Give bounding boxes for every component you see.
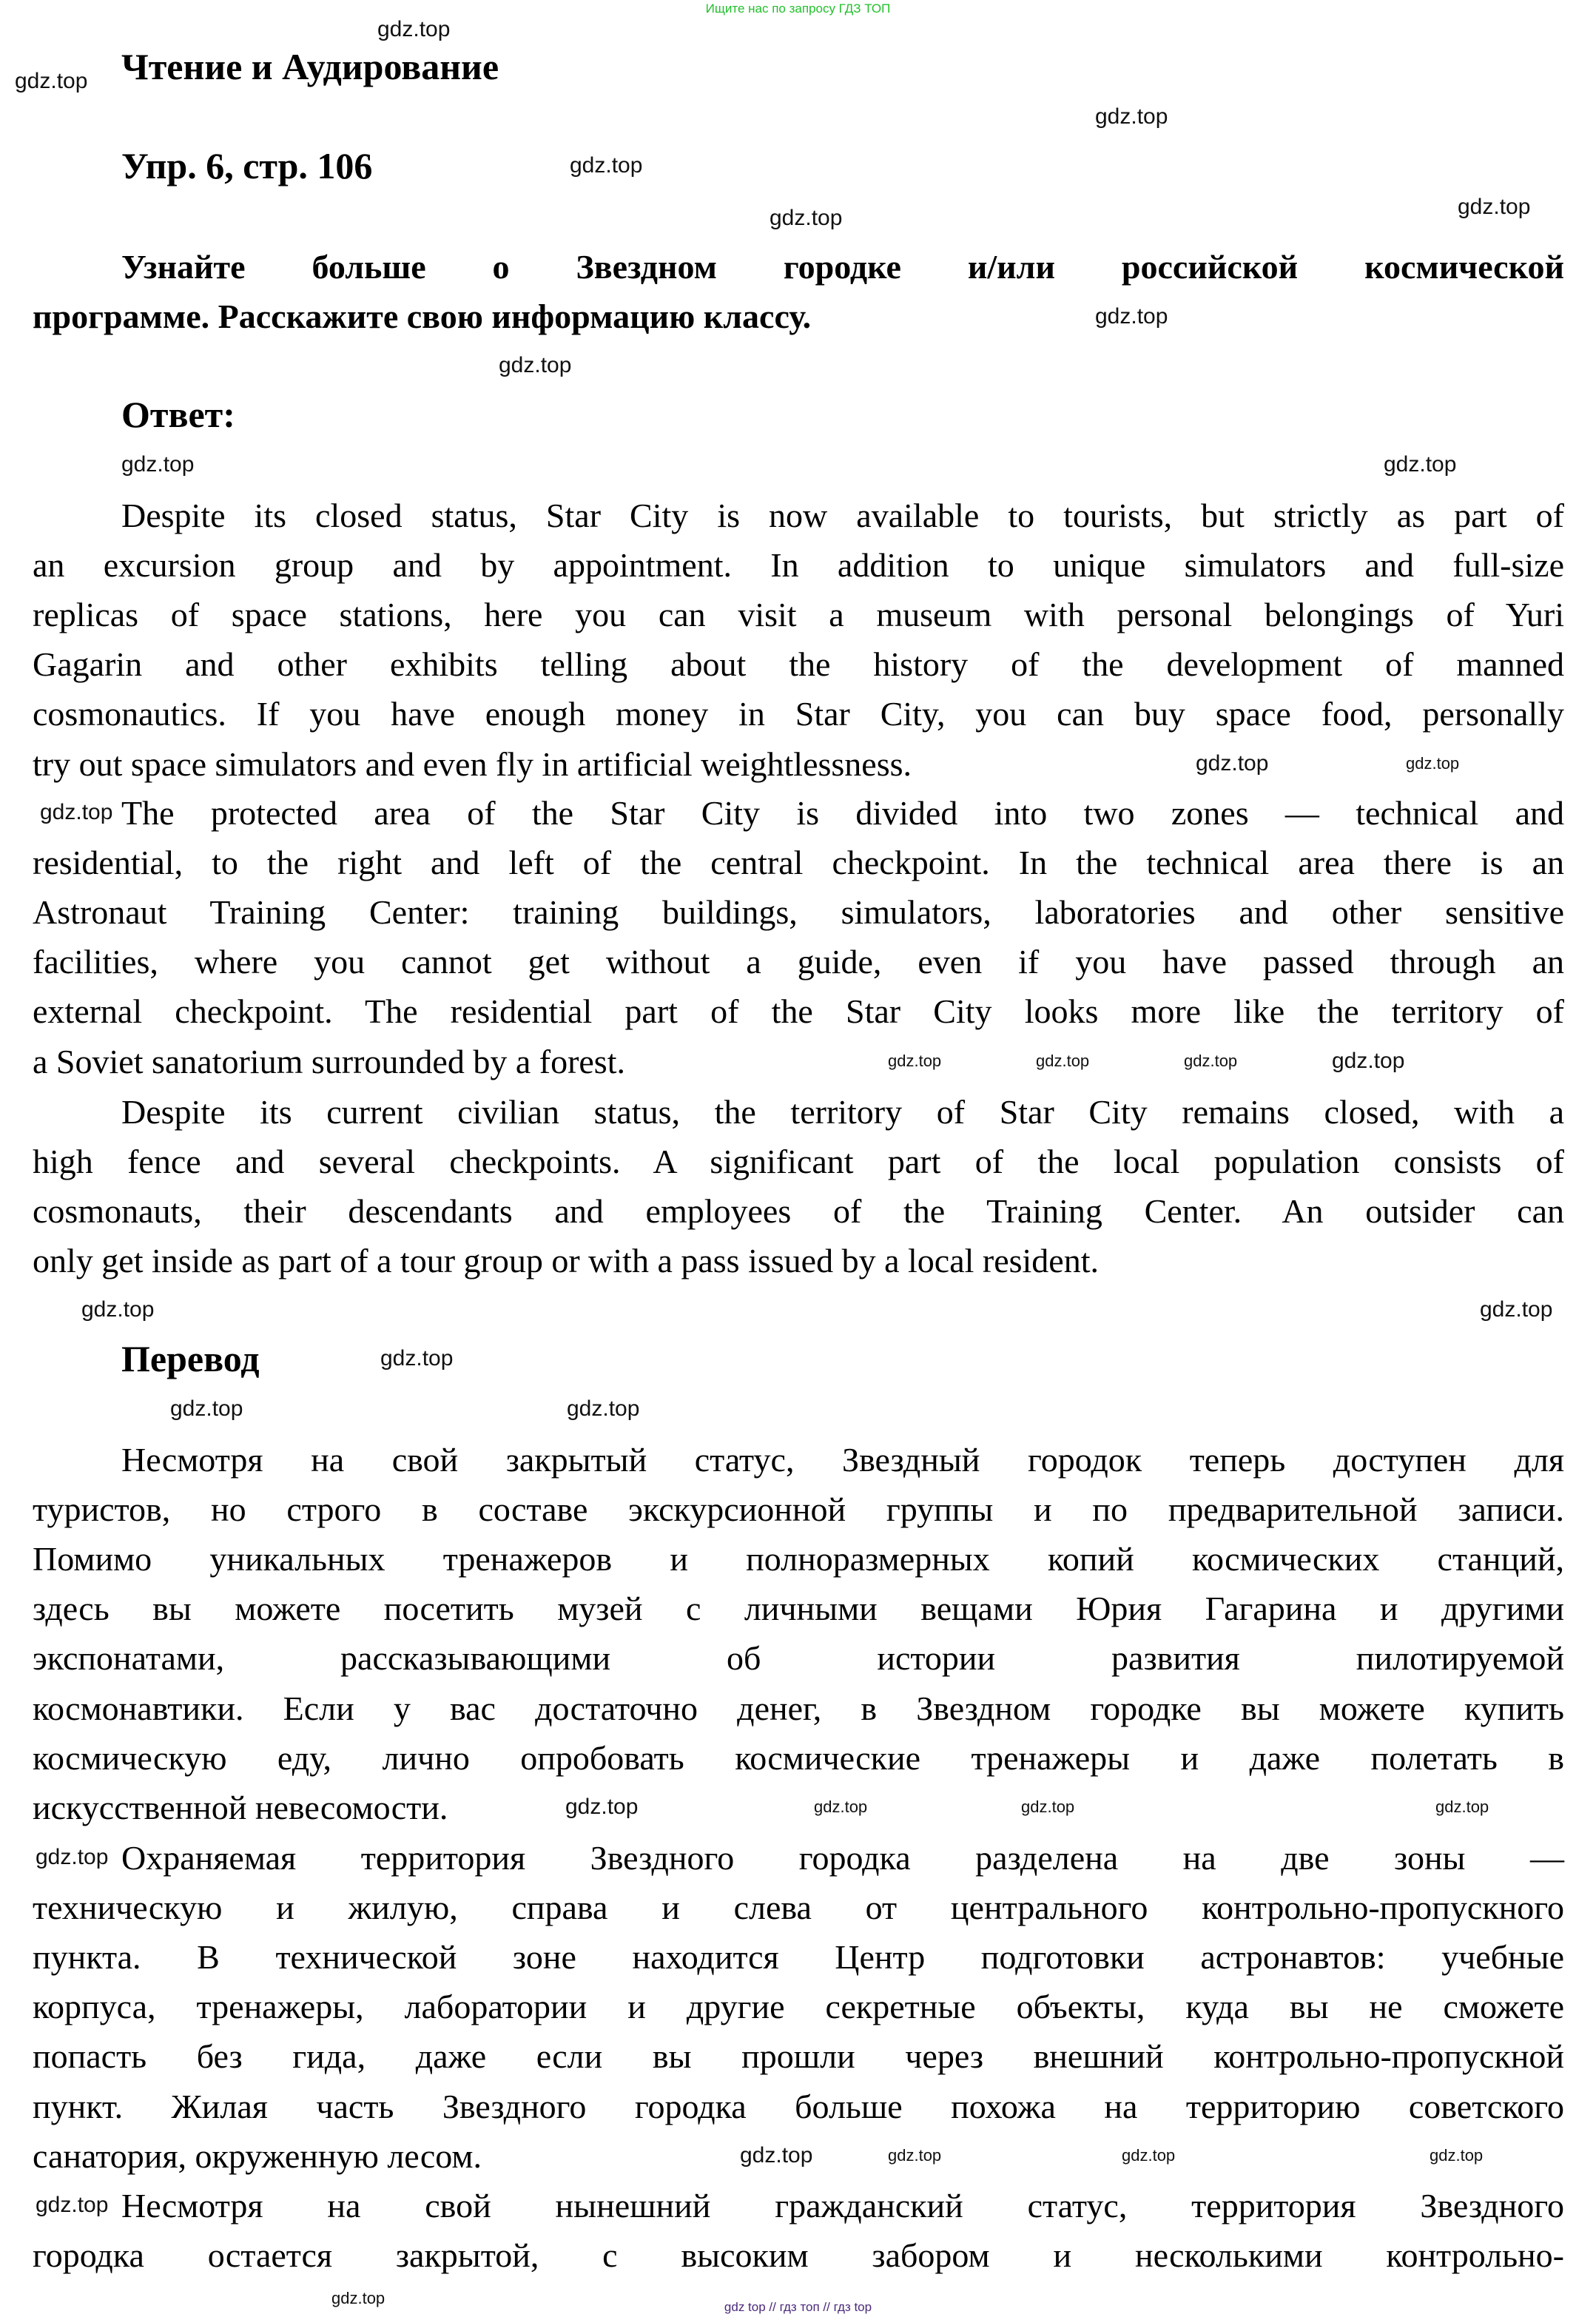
- watermark: gdz.top: [1122, 2146, 1176, 2165]
- watermark: gdz.top: [1021, 1798, 1075, 1816]
- watermark: gdz.top: [81, 1297, 155, 1322]
- answer-line: replicas of space stations, here you can visit a museum with personal belongings of Yuri: [33, 596, 1564, 633]
- watermark: gdz.top: [770, 206, 843, 230]
- answer-line: Despite its closed status, Star City is now available to tourists, but strictly as part of: [121, 497, 1564, 534]
- answer-line: only get inside as part of a tour group or with a pass issued by a local resident.: [33, 1242, 1100, 1279]
- watermark: gdz.top: [1406, 754, 1460, 773]
- translation-line: Помимо уникальных тренажеров и полноразмерных копий космических станций,: [33, 1540, 1564, 1578]
- watermark: gdz.top: [36, 1845, 109, 1869]
- watermark: gdz.top: [1184, 1052, 1238, 1070]
- watermark: gdz.top: [888, 1052, 942, 1070]
- answer-line: facilities, where you cannot get without a guide, even if you have passed through an: [33, 943, 1564, 981]
- translation-line: попасть без гида, даже если вы прошли через внешний контрольно-пропускной: [33, 2037, 1564, 2075]
- translation-line: космическую еду, лично опробовать космические тренажеры и даже полетать в: [33, 1739, 1564, 1777]
- translation-line: Несмотря на свой закрытый статус, Звездный городок теперь доступен для: [121, 1441, 1565, 1479]
- answer-line: residential, to the right and left of the central checkpoint. In the technical area there is an: [33, 844, 1564, 881]
- translation-line: пункт. Жилая часть Звездного городка больше похожа на территорию советского: [33, 2088, 1564, 2125]
- translation-heading: Перевод: [121, 1338, 260, 1379]
- translation-line: корпуса, тренажеры, лаборатории и другие секретные объекты, куда вы не сможете: [33, 1988, 1564, 2025]
- watermark: gdz.top: [1036, 1052, 1090, 1070]
- watermark: gdz.top: [1480, 1297, 1553, 1322]
- watermark: gdz.top: [565, 1795, 639, 1819]
- watermark: gdz.top: [570, 153, 643, 178]
- answer-line: cosmonauts, their descendants and employees of the Training Center. An outsider can: [33, 1192, 1564, 1230]
- answer-line: Despite its current civilian status, the territory of Star City remains closed, with a: [121, 1093, 1564, 1131]
- watermark: gdz.top: [377, 17, 451, 41]
- watermark: gdz.top: [121, 452, 195, 477]
- answer-heading: Ответ:: [121, 394, 235, 435]
- watermark: gdz.top: [40, 800, 113, 824]
- translation-line: космонавтики. Если у вас достаточно денег, в Звездном городке вы можете купить: [33, 1689, 1564, 1727]
- translation-line: пункта. В технической зоне находится Центр подготовки астронавтов: учебные: [33, 1938, 1564, 1976]
- watermark: gdz.top: [1458, 195, 1531, 219]
- answer-line: Gagarin and other exhibits telling about the history of the development of manned: [33, 645, 1564, 683]
- watermark: gdz.top: [170, 1396, 243, 1421]
- translation-line: туристов, но строго в составе экскурсионной группы и по предварительной записи.: [33, 1490, 1564, 1528]
- watermark: gdz.top: [567, 1396, 640, 1421]
- search-hint-banner[interactable]: Ищите нас по запросу ГДЗ ТОП: [705, 1, 891, 16]
- answer-line: high fence and several checkpoints. A significant part of the local population consists of: [33, 1143, 1564, 1180]
- watermark: gdz.top: [1430, 2146, 1484, 2165]
- watermark: gdz.top: [1095, 304, 1168, 329]
- watermark: gdz.top: [331, 2289, 385, 2307]
- translation-line: санатория, окруженную лесом.: [33, 2137, 482, 2175]
- translation-line: здесь вы можете посетить музей с личными вещами Юрия Гагарина и другими: [33, 1590, 1564, 1627]
- watermark: gdz.top: [499, 353, 572, 377]
- translation-line: Несмотря на свой нынешний гражданский статус, территория Звездного: [121, 2187, 1564, 2224]
- answer-line: external checkpoint. The residential part of the Star City looks more like the territory of: [33, 992, 1564, 1030]
- translation-line: Охраняемая территория Звездного городка разделена на две зоны —: [121, 1839, 1564, 1877]
- answer-line: cosmonautics. If you have enough money in Star City, you can buy space food, personally: [33, 695, 1564, 733]
- answer-line: a Soviet sanatorium surrounded by a forest.: [33, 1043, 625, 1080]
- footer-links[interactable]: gdz top // гдз топ // гдз top: [724, 2300, 872, 2314]
- exercise-title: Упр. 6, стр. 106: [121, 145, 373, 186]
- translation-line: искусственной невесомости.: [33, 1789, 448, 1826]
- watermark: gdz.top: [15, 69, 88, 93]
- task-line: программе. Расскажите свою информацию классу.: [33, 297, 812, 335]
- watermark: gdz.top: [380, 1346, 454, 1371]
- watermark: gdz.top: [888, 2146, 942, 2165]
- answer-line: The protected area of the Star City is divided into two zones — technical and: [121, 794, 1564, 832]
- watermark: gdz.top: [36, 2193, 109, 2217]
- watermark: gdz.top: [1435, 1798, 1489, 1816]
- task-line: Узнайте больше о Звездном городке и/или российской космической: [121, 248, 1564, 286]
- answer-line: try out space simulators and even fly in artificial weightlessness.: [33, 745, 912, 783]
- section-title: Чтение и Аудирование: [121, 46, 499, 87]
- answer-line: Astronaut Training Center: training buildings, simulators, laboratories and other sensitive: [33, 893, 1564, 931]
- watermark: gdz.top: [1095, 104, 1168, 129]
- watermark: gdz.top: [1196, 751, 1269, 776]
- translation-line: экспонатами, рассказывающими об истории развития пилотируемой: [33, 1639, 1564, 1677]
- translation-line: городка остается закрытой, с высоким забором и несколькими контрольно-: [33, 2236, 1564, 2274]
- translation-line: техническую и жилую, справа и слева от центрального контрольно-пропускного: [33, 1889, 1564, 1926]
- watermark: gdz.top: [814, 1798, 868, 1816]
- watermark: gdz.top: [740, 2143, 813, 2168]
- watermark: gdz.top: [1332, 1049, 1405, 1073]
- answer-line: an excursion group and by appointment. In addition to unique simulators and full-size: [33, 546, 1564, 584]
- watermark: gdz.top: [1384, 452, 1457, 477]
